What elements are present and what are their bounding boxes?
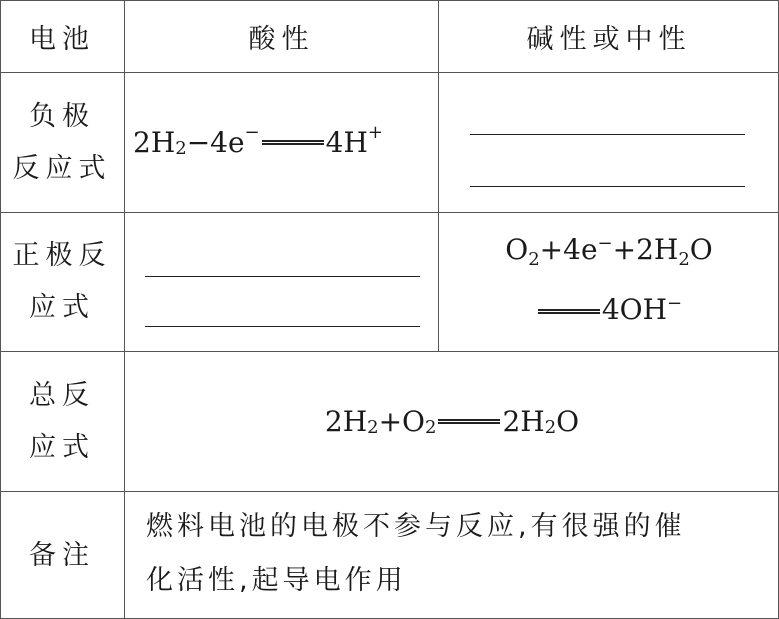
- remark-text: 燃料电池的电极不参与反应,有很强的催 化活性,起导电作用: [146, 511, 686, 596]
- equals-sign: [438, 419, 500, 424]
- row-label-positive: 正极反 应式: [12, 240, 112, 323]
- header-battery: 电池: [29, 23, 95, 55]
- answer-blank-line: [470, 134, 745, 135]
- header-basic-neutral: 碱性或中性: [526, 23, 692, 55]
- row-label-total: 总反 应式: [29, 379, 95, 463]
- header-acidic: 酸性: [248, 23, 315, 55]
- equals-sign: [262, 140, 324, 145]
- answer-blank-line: [145, 276, 420, 277]
- positive-basic-equation: $O_2+4e^-+2H_2O$ 4OH−: [505, 233, 713, 326]
- answer-blank-line: [470, 186, 745, 187]
- equals-sign: [538, 309, 600, 314]
- row-label-remark: 备注: [29, 539, 95, 571]
- answer-blank-line: [145, 326, 420, 327]
- negative-acidic-equation: 2H 2 −4e − 4H +: [133, 122, 383, 159]
- total-equation: 2H 2 +O 2 2H 2 O: [324, 405, 580, 438]
- row-label-negative: 负极 反应式: [12, 100, 112, 184]
